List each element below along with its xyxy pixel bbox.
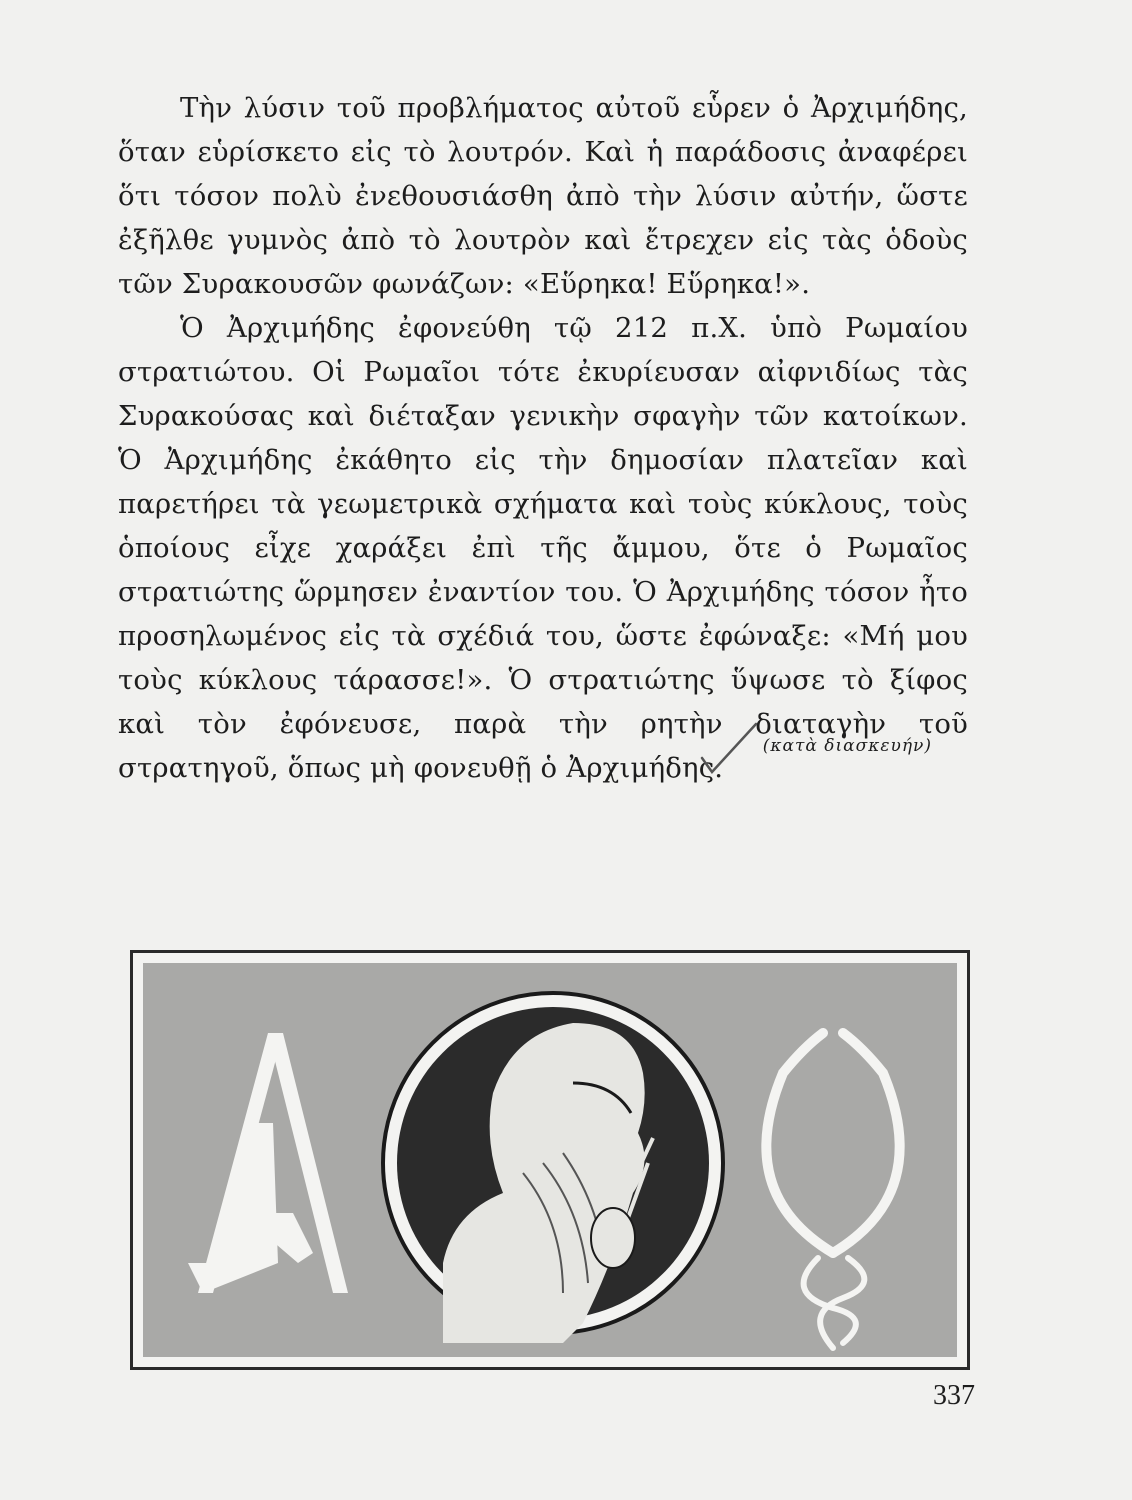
compass-square-icon	[188, 1033, 348, 1293]
illustration-archimedes	[130, 950, 970, 1370]
paragraph-death: Ὁ Ἀρχιμήδης ἐφονεύθη τῷ 212 π.Χ. ὑπὸ Ρωμαίου στρατιώτου. Οἱ Ρωμαῖοι τότε ἐκυρίευσαν αἰφνιδίως τὰς Συρακούσας καὶ διέταξαν γενικὴν σφαγὴν τῶν κατοίκων. Ὁ Ἀρχιμήδης ἐκάθητο εἰς τὴν δημοσίαν πλατεῖαν καὶ παρετήρει τὰ γεωμετρικὰ σχήματα καὶ τοὺς κύκλους, τοὺς ὁποίους εἶχε χαράξει ἐπὶ τῆς ἄμμου, ὅτε ὁ Ρωμαῖος στρατιώτης ὥρμησεν ἐναντίον του. Ὁ Ἀρχιμήδης τόσον ἦτο προσηλωμένος εἰς τὰ σχέδιά του, ὥστε ἐφώναξε: «Μή μου τοὺς κύκλους τάρασσε!». Ὁ στρατιώτης ὕψωσε τὸ ξίφος καὶ τὸν ἐφόνευσε, παρὰ τὴν ρητὴν διαταγὴν τοῦ στρατηγοῦ, ὅπως μὴ φονευθῇ ὁ Ἀρχιμήδης.	[118, 312, 968, 784]
source-note: (κατὰ διασκευήν)	[762, 736, 932, 756]
paragraph-eureka: Τὴν λύσιν τοῦ προβλήματος αὐτοῦ εὗρεν ὁ Ἀρχιμήδης, ὅταν εὑρίσκετο εἰς τὸ λουτρόν. Καὶ ἡ παράδοσις ἀναφέρει ὅτι τόσον πολὺ ἐνεθουσιάσθη ἀπὸ τὴν λύσιν αὐτήν, ὥστε ἐξῆλθε γυμνὸς ἀπὸ τὸ λουτρὸν καὶ ἔτρεχεν εἰς τὰς ὁδοὺς τῶν Συρακουσῶν φωνάζων: «Εὕρηκα! Εὕρηκα!».	[118, 92, 968, 300]
body-text	[118, 86, 968, 790]
page-number: 337	[933, 1380, 975, 1411]
laurel-wreath-icon	[766, 1033, 899, 1348]
archimedes-portrait-icon	[383, 993, 723, 1343]
illustration-panel	[143, 963, 957, 1357]
illustration-drawing	[143, 963, 957, 1357]
pencil-check-mark-icon	[700, 718, 760, 778]
